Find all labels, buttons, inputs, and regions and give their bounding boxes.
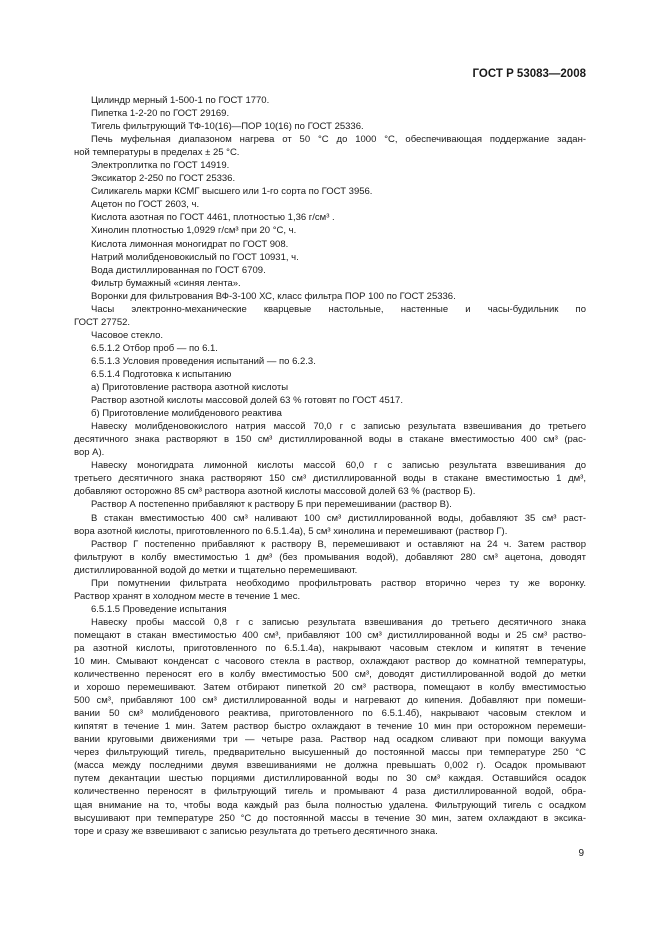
text-line: Раствор А постепенно прибавляют к раствору Б при перемешивании (раствор В). <box>91 499 452 511</box>
text-line: дистиллированной водой до метки и тщательно перемешивают. <box>74 564 358 576</box>
text-line: 6.5.1.2 Отбор проб — по 6.1. <box>91 342 218 354</box>
text-line: Силикагель марки КСМГ высшего или 1-го сорта по ГОСТ 3956. <box>91 186 373 198</box>
text-line: Натрий молибденовокислый по ГОСТ 10931, ч. <box>91 251 299 263</box>
text-line: Часовое стекло. <box>91 329 164 341</box>
text-line: Фильтр бумажный «синяя лента». <box>91 277 241 289</box>
text-line: Навеску пробы массой 0,8 г с записью результата взвешивания до третьего десятичного знака <box>91 616 586 628</box>
text-line: 500 см³, прибавляют 100 см³ дистиллированной воды и нагревают до кипения. Добавляют при помеши- <box>74 695 586 707</box>
text-line: 10 мин. Смывают конденсат с часового стекла в раствор, охлаждают раствор до комнатной температуры, <box>74 656 586 668</box>
text-line: Хинолин плотностью 1,0929 г/см³ при 20 °С, ч. <box>91 225 297 237</box>
text-line: вании 50 см³ молибденового реактива, приготовленного по 6.5.1.4б), накрывают часовым стеклом и <box>74 708 586 720</box>
text-line: Тигель фильтрующий ТФ-10(16)—ПОР 10(16) по ГОСТ 25336. <box>91 121 364 133</box>
text-line: Вода дистиллированная по ГОСТ 6709. <box>91 264 266 276</box>
text-line: ГОСТ 27752. <box>74 316 131 328</box>
text-line: количественно переносят в фильтрующий тигель и промывают 4 раза дистиллированной водой, обра- <box>74 786 586 798</box>
text-line: Раствор хранят в холодном месте в течение 1 мес. <box>74 590 301 602</box>
text-line: Кислота лимонная моногидрат по ГОСТ 908. <box>91 238 289 250</box>
text-line: путем декантации шестью порциями дистиллированной воды по 30 см³ каждая. Оставшийся осадок <box>74 773 586 785</box>
text-line: третьего десятичного знака растворяют 150 см³ дистиллированной воды в стакане вместимостью 1 дм³, <box>74 473 586 485</box>
text-line: Воронки для фильтрования ВФ-3-100 ХС, класс фильтра ПОР 100 по ГОСТ 25336. <box>91 290 456 302</box>
text-line: добавляют осторожно 85 см³ раствора азотной кислоты массовой долей 63 % (раствор Б). <box>74 486 476 498</box>
text-line: через фильтрующий тигель, предварительно высушенный до постоянной массы при температуре 250 °С <box>74 747 586 759</box>
text-line: и хорошо перемешивают. Затем отбирают пипеткой 20 см³ раствора, помещают в колбу вместимостью <box>74 682 586 694</box>
text-line: кипятят в течение 1 мин. Затем раствор быстро охлаждают в течение 10 мин при осторожном перемеши- <box>74 721 586 733</box>
text-line: вора азотной кислоты, приготовленного по 6.5.1.4а), 5 см³ хинолина и перемешивают (раствор Г). <box>74 525 508 537</box>
text-line: Раствор азотной кислоты массовой долей 63 % готовят по ГОСТ 4517. <box>91 395 403 407</box>
text-line: 6.5.1.3 Условия проведения испытаний — по 6.2.3. <box>91 355 316 367</box>
text-line: ной температуры в пределах ± 25 °С. <box>74 147 240 159</box>
document-header: ГОСТ Р 53083—2008 <box>472 68 586 80</box>
text-line: высушивают при температуре 250 °С до постоянной массы в течение 30 мин, затем охлаждают в эксика- <box>74 812 586 824</box>
text-line: а) Приготовление раствора азотной кислоты <box>91 382 289 394</box>
text-line: 6.5.1.5 Проведение испытания <box>91 603 227 615</box>
text-line: вор А). <box>74 447 105 459</box>
text-line: Электроплитка по ГОСТ 14919. <box>91 160 230 172</box>
text-line: щая внимание на то, чтобы вода каждый раз была полностью удалена. Фильтрующий тигель с осадком <box>74 799 586 811</box>
text-line: Часы электронно-механические кварцевые настольные, настенные и часы-будильник по <box>91 303 586 315</box>
text-line: Ацетон по ГОСТ 2603, ч. <box>91 199 200 211</box>
text-line: (масса между последними двумя взвешиваниями не должна превышать 0,002 г). Осадок промывают <box>74 760 586 772</box>
text-line: При помутнении фильтрата необходимо профильтровать раствор вторично через ту же воронку. <box>91 577 586 589</box>
text-line: Пипетка 1-2-20 по ГОСТ 29169. <box>91 108 230 120</box>
document-body <box>74 94 586 838</box>
text-line: Эксикатор 2-250 по ГОСТ 25336. <box>91 173 236 185</box>
text-line: торе и сразу же взвешивают с записью результата до третьего десятичного знака. <box>74 825 438 837</box>
text-line: Печь муфельная диапазоном нагрева от 50 °С до 1000 °С, обеспечивающая поддержание задан- <box>91 134 586 146</box>
text-line: помещают в стакан вместимостью 400 см³, прибавляют 100 см³ дистиллированной воды и 25 см³ раство- <box>74 629 586 641</box>
text-line: Навеску моногидрата лимонной кислоты массой 60,0 г с записью результата взвешивания до <box>91 460 586 472</box>
text-line: Навеску молибденовокислого натрия массой 70,0 г с записью результата взвешивания до третьего <box>91 421 586 433</box>
text-line: фильтруют в колбу вместимостью 1 дм³ (без промывания водой), добавляют 280 см³ ацетона, доводят <box>74 551 586 563</box>
text-line: Раствор Г постепенно прибавляют к раствору В, перемешивают и оставляют на 24 ч. Затем раствор <box>91 538 586 550</box>
text-line: Кислота азотная по ГОСТ 4461, плотностью 1,36 г/см³ . <box>91 212 335 224</box>
text-line: ра азотной кислоты, приготовленного по 6.5.1.4а), накрывают часовым стеклом и кипятят в течение <box>74 642 586 654</box>
text-line: вании круговыми движениями три — четыре раза. Раствор над осадком сливают при помощи вакуума <box>74 734 586 746</box>
page-number: 9 <box>578 848 584 859</box>
text-line: количественно переносят его в колбу вместимостью 500 см³, доводят дистиллированной водой до метки <box>74 669 586 681</box>
text-line: б) Приготовление молибденового реактива <box>91 408 282 420</box>
text-line: 6.5.1.4 Подготовка к испытанию <box>91 368 232 380</box>
text-line: В стакан вместимостью 400 см³ наливают 100 см³ дистиллированной воды, добавляют 35 см³ раст- <box>91 512 586 524</box>
text-line: Цилиндр мерный 1-500-1 по ГОСТ 1770. <box>91 95 270 106</box>
text-line: десятичного знака растворяют в 150 см³ дистиллированной воды в стакане вместимостью 400 см³ (рас- <box>74 434 586 446</box>
